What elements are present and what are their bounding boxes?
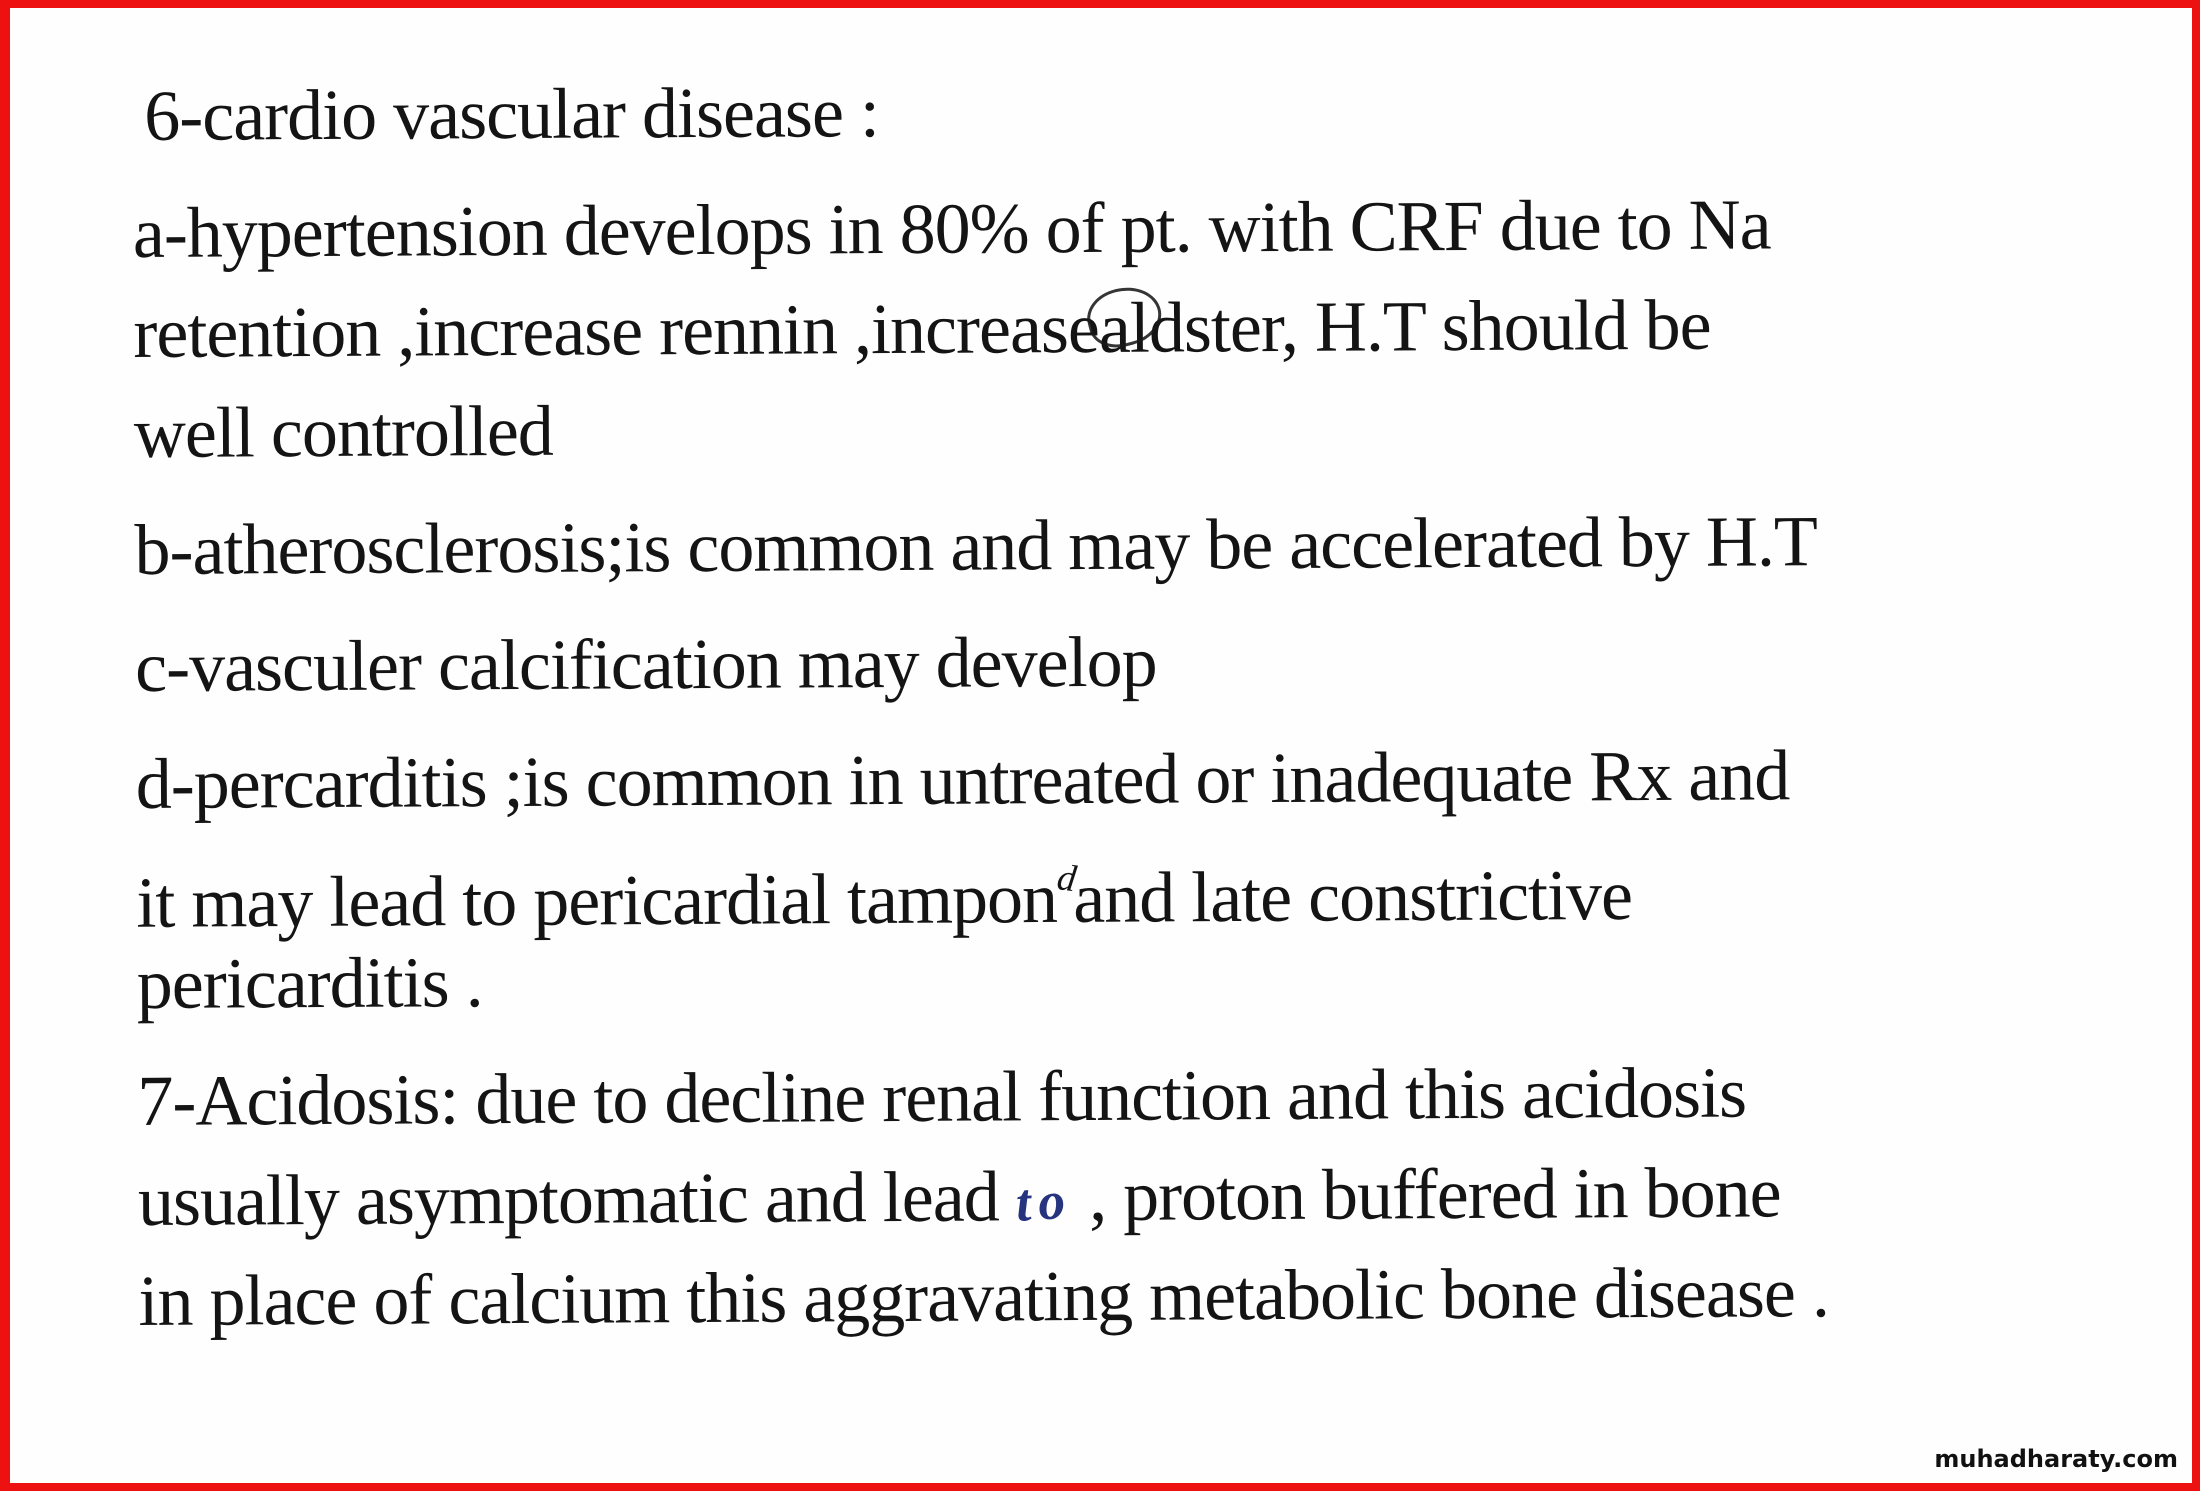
pericarditis-line-3: pericarditis .: [136, 942, 483, 1024]
hypertension-line-2-text: retention ,increase rennin ,increase: [133, 287, 1100, 373]
pericarditis-line-2-text: it may lead to pericardial tampon: [136, 857, 1058, 943]
acidosis-line-1: 7-Acidosis: due to decline renal function and this acidosis: [137, 1052, 1747, 1141]
acidosis-line-3: in place of calcium this aggravating metabolic bone disease .: [138, 1252, 1830, 1341]
pericarditis-line-1: d-percarditis ;is common in untreated or inadequate Rx and: [135, 735, 1790, 824]
hypertension-line-2: [133, 272, 2153, 383]
watermark-site-label: muhadharaty.com: [1934, 1445, 2178, 1473]
handwritten-to-annotation: to: [1014, 1170, 1074, 1233]
inserted-letter-annotation: d: [1055, 857, 1079, 901]
circled-letter-annotation: a: [1099, 278, 1130, 378]
paragraph-title: [132, 55, 2152, 166]
title-cardiovascular-disease: 6-cardio vascular disease :: [144, 72, 880, 156]
hypertension-line-3: well controlled: [133, 390, 554, 473]
hypertension-line-2-text-cont: ldster, H.T should be: [1129, 284, 1711, 368]
paragraph-acidosis: [137, 1040, 2159, 1351]
hypertension-line-1: a-hypertension develops in 80% of pt. with CRF due to Na: [132, 184, 1771, 273]
acidosis-line-2-text: usually asymptomatic and lead: [137, 1156, 1016, 1241]
pericarditis-line-2: [136, 823, 2156, 943]
document-text-block: [132, 55, 2159, 1351]
paragraph-hypertension: [133, 172, 2155, 483]
atherosclerosis-line: b-atherosclerosis;is common and may be accelerated by H.T: [134, 501, 1818, 590]
acidosis-line-2-text-cont: , proton buffered in bone: [1071, 1152, 1781, 1237]
paragraph-vascular-calcification: [135, 606, 2155, 717]
paragraph-pericarditis: [135, 723, 2157, 1034]
paragraph-atherosclerosis: [134, 489, 2154, 600]
acidosis-line-2: [138, 1140, 2158, 1251]
vascular-calcification-line: c-vasculer calcification may develop: [134, 621, 1157, 707]
pericarditis-line-2-text-cont: and late constrictive: [1073, 854, 1633, 938]
